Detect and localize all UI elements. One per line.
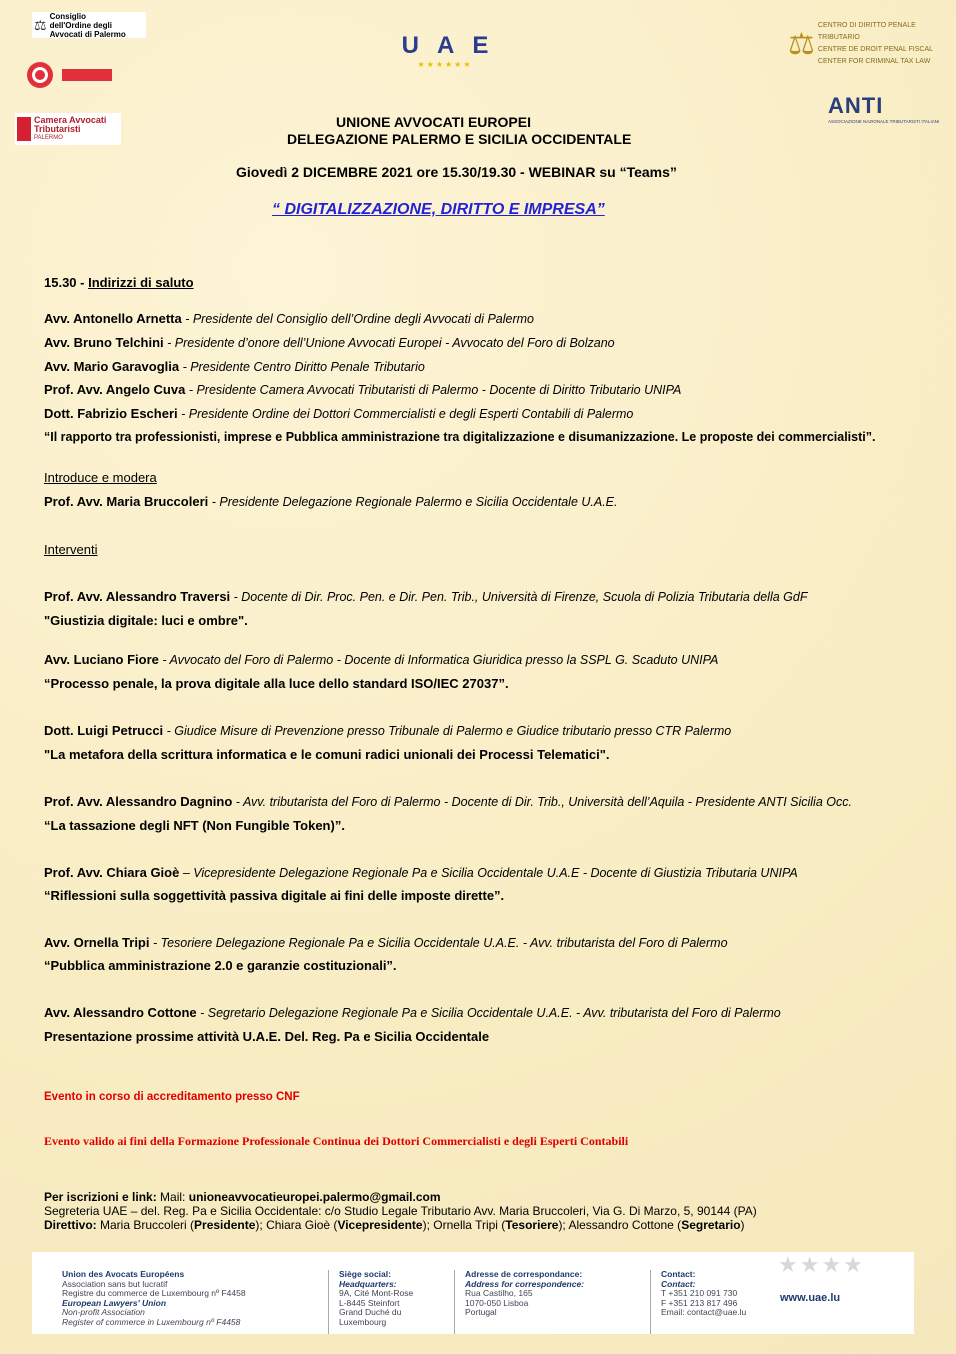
footer-web-col [778,1252,900,1334]
stars-icon: ★★★★★★ [417,60,473,69]
footer-org-line: Register of commerce in Luxembourg nº F4458 [62,1316,241,1327]
footer-org-name: Union des Avocats Européens [62,1269,185,1279]
speaker-role: - Presidente del Consiglio dell’Ordine degli Avvocati di Palermo [181,312,534,326]
footer-org-line: Registre du commerce de Luxembourg nº F4458 [62,1288,246,1298]
footer-contact-col [650,1270,780,1334]
direttivo-member: Alessandro Cottone ( [568,1218,682,1232]
header-line-1: UNIONE AVVOCATI EUROPEI [336,114,531,130]
speaker-role: - Presidente Centro Diritto Penale Tributario [179,360,425,374]
speaker-name: Prof. Avv. Chiara Gioè [44,865,180,880]
direttivo-member: Chiara Gioè ( [266,1218,338,1232]
speaker-role: - Segretario Delegazione Regionale Pa e Sicilia Occidentale U.A.E. - Avv. tributarista del Foro di Palermo [196,1006,781,1020]
footer-org-en: European Lawyers' Union [62,1297,167,1308]
saluto-speaker [44,311,534,326]
uae-logo [370,20,520,78]
speaker-role: - Presidente Camera Avvocati Tributaristi di Palermo - Docente di Diritto Tributario UNIPA [185,383,682,397]
footer-stars-icon: ★★★★ [778,1252,865,1277]
footer-corr-line: 1070-050 Lisboa [465,1297,529,1308]
seal-icon [24,60,114,90]
direttivo-sep: ) [740,1218,745,1232]
letterhead-footer [32,1252,914,1334]
direttivo-sep: ); [558,1218,569,1232]
intervento-speaker [44,1005,781,1020]
footer-corr-line: Portugal [465,1307,497,1317]
direttivo-role: Segretario [681,1218,741,1232]
speaker-role: - Tesoriere Delegazione Regionale Pa e Sicilia Occidentale U.A.E. - Avv. tributarista del Foro di Palermo [149,936,728,950]
footer-addr-line: Grand Duché du [339,1307,402,1317]
iscrizioni-label: Per iscrizioni e link: [44,1190,157,1204]
footer-addr-line: Luxembourg [339,1316,387,1327]
intervento-talk: “Riflessioni sulla soggettività passiva digitale ai fini delle imposte dirette”. [44,888,505,903]
speaker-name: Avv. Ornella Tripi [44,935,150,950]
camera-logo-text: Camera Avvocati Tributaristi [34,114,107,134]
footer-corr-label: Adresse de correspondance: [465,1269,583,1279]
speaker-name: Prof. Avv. Angelo Cuva [44,382,186,397]
footer-email[interactable]: Email: contact@uae.lu [661,1307,747,1317]
anti-logo-text: ANTI [828,93,884,118]
direttivo-member: Maria Bruccoleri ( [96,1218,195,1232]
direttivo-label: Direttivo: [44,1218,97,1232]
speaker-name: Avv. Luciano Fiore [44,652,159,667]
speaker-role: - Presidente d’onore dell’Unione Avvocati Europei - Avvocato del Foro di Bolzano [163,336,615,350]
anti-logo [828,93,940,129]
direttivo-member: Ornella Tripi ( [433,1218,506,1232]
speaker-name: Avv. Bruno Telchini [44,335,164,350]
centro-line-1: CENTRO DI DIRITTO PENALE TRIBUTARIO [817,22,916,41]
speaker-name: Avv. Mario Garavoglia [44,359,180,374]
intervento-talk: Presentazione prossime attività U.A.E. Del. Reg. Pa e Sicilia Occidentale [44,1029,490,1044]
direttivo-role: Vicepresidente [337,1218,423,1232]
speaker-name: Prof. Avv. Alessandro Traversi [44,589,231,604]
direttivo-sep: ); [422,1218,434,1232]
speaker-role: - Presidente Ordine dei Dottori Commercialisti e degli Esperti Contabili di Palermo [177,407,634,421]
footer-web-link[interactable]: www.uae.lu [780,1292,841,1304]
scales-icon: ⚖ [34,16,47,33]
speaker-role: - Giudice Misure di Prevenzione presso Tribunale di Palermo e Giudice tributario presso CTR Palermo [163,724,732,738]
direttivo-line [44,1218,745,1232]
speaker-name: Avv. Antonello Arnetta [44,311,182,326]
uae-letter-u: U [401,32,419,59]
speaker-name: Avv. Alessandro Cottone [44,1005,197,1020]
footer-org-line: Non-profit Association [62,1307,145,1317]
intervento-talk: “Processo penale, la prova digitale alla luce dello standard ISO/IEC 27037”. [44,676,509,691]
footer-addr-line: L-8445 Steinfort [339,1297,400,1308]
footer-hq-label: Headquarters: [339,1278,397,1289]
escheri-talk: “Il rapporto tra professionisti, imprese e Pubblica amministrazione tra digitalizzazione e disumanizzazione. Le proposte dei commercialisti”. [44,430,876,444]
moderator-name: Prof. Avv. Maria Bruccoleri [44,494,209,509]
speaker-role: – Vicepresidente Delegazione Regionale Pa e Sicilia Occidentale U.A.E - Docente di Giustizia Tributaria UNIPA [179,866,798,880]
moderator [44,494,618,509]
saluto-label: Indirizzi di saluto [88,275,194,290]
footer-corr-line: Rua Castilho, 165 [465,1288,533,1298]
footer-contact-en: Contact: [661,1278,696,1289]
speaker-name: Dott. Luigi Petrucci [44,723,164,738]
red-seal-logo [24,60,114,90]
intervento-talk: "Giustizia digitale: luci e ombre". [44,613,248,628]
intervento-talk: "La metafora della scrittura informatica e le comuni radici unionali dei Processi Telematici". [44,747,610,762]
footer-corr-col [454,1270,650,1334]
speaker-name: Prof. Avv. Alessandro Dagnino [44,794,233,809]
intervento-speaker [44,652,718,667]
saluto-speaker [44,335,615,350]
direttivo-role: Tesoriere [505,1218,559,1232]
segreteria-line: Segreteria UAE – del. Reg. Pa e Sicilia Occidentale: c/o Studio Legale Tributario Avv. Maria Bruccoleri, Via G. Di Marzo, 5, 90144 (PA) [44,1204,757,1218]
footer-contact-label: Contact: [661,1269,696,1279]
event-title: “ DIGITALIZZAZIONE, DIRITTO E IMPRESA” [272,201,605,218]
saluto-speaker [44,406,633,421]
cnf-note: Evento in corso di accreditamento presso CNF [44,1091,300,1103]
intervento-speaker [44,794,852,809]
ordine-logo [32,12,146,38]
interventi-heading: Interventi [44,542,98,557]
header-line-2: DELEGAZIONE PALERMO E SICILIA OCCIDENTALE [287,131,632,147]
uae-letter-e: E [472,32,489,59]
footer-org-col [62,1270,328,1334]
footer-fax: F +351 213 817 496 [661,1297,738,1308]
footer-corr-en: Address for correspondence: [465,1278,585,1289]
intervento-speaker [44,865,798,880]
intervento-speaker [44,723,731,738]
intervento-speaker [44,589,807,604]
centro-line-2: CENTRE DE DROIT PENAL FISCAL [817,46,934,53]
iscrizioni-line [44,1190,441,1204]
event-date: Giovedì 2 DICEMBRE 2021 ore 15.30/19.30 - WEBINAR su “Teams” [236,164,677,180]
speaker-role: - Docente di Dir. Proc. Pen. e Dir. Pen. Trib., Università di Firenze, Scuola di Polizia Tributaria della GdF [230,590,808,604]
speaker-role: - Avvocato del Foro di Palermo - Docente di Informatica Giuridica presso la SSPL G. Scaduto UNIPA [158,653,719,667]
modera-heading: Introduce e modera [44,470,157,485]
pillars-icon: ⚖ [788,27,815,61]
speaker-role: - Avv. tributarista del Foro di Palermo - Docente di Dir. Trib., Università dell’Aquila - Presidente ANTI Sicilia Occ. [232,795,852,809]
footer-phone: T +351 210 091 730 [661,1288,738,1298]
fpc-note: Evento valido ai fini della Formazione Professionale Continua dei Dottori Commercialisti e degli Esperti Contabili [44,1134,629,1148]
contact-email-link[interactable]: unioneavvocatieuropei.palermo@gmail.com [188,1190,441,1204]
centro-line-3: CENTER FOR CRIMINAL TAX LAW [817,58,931,65]
direttivo-role: Presidente [194,1218,256,1232]
footer-hq-col [328,1270,454,1334]
centro-logo [788,14,956,74]
intervento-talk: “La tassazione degli NFT (Non Fungible Token)”. [44,818,345,833]
moderator-role: - Presidente Delegazione Regionale Palermo e Sicilia Occidentale U.A.E. [208,495,618,509]
footer-addr-line: 9A, Cité Mont-Rose [339,1288,414,1298]
saluto-time: 15.30 - [44,275,89,290]
intervento-talk: “Pubblica amministrazione 2.0 e garanzie costituzionali”. [44,958,397,973]
intervento-speaker [44,935,728,950]
camera-logo [15,113,121,145]
saluto-speaker [44,382,681,397]
anti-logo-sub: ASSOCIAZIONE NAZIONALE TRIBUTARISTI ITALIANI [828,119,940,124]
uae-letter-a: A [436,32,455,59]
camera-logo-sub: PALERMO [34,134,63,141]
iscrizioni-text: Mail: [156,1190,189,1204]
direttivo-sep: ); [255,1218,267,1232]
camera-icon [17,117,31,141]
saluto-speaker [44,359,425,374]
speaker-name: Dott. Fabrizio Escheri [44,406,178,421]
saluto-heading [44,275,194,290]
ordine-logo-text: Consiglio dell'Ordine degli Avvocati di Palermo [49,11,126,39]
footer-org-line: Association sans but lucratif [62,1278,168,1289]
footer-siege-label: Siège social: [339,1269,391,1279]
